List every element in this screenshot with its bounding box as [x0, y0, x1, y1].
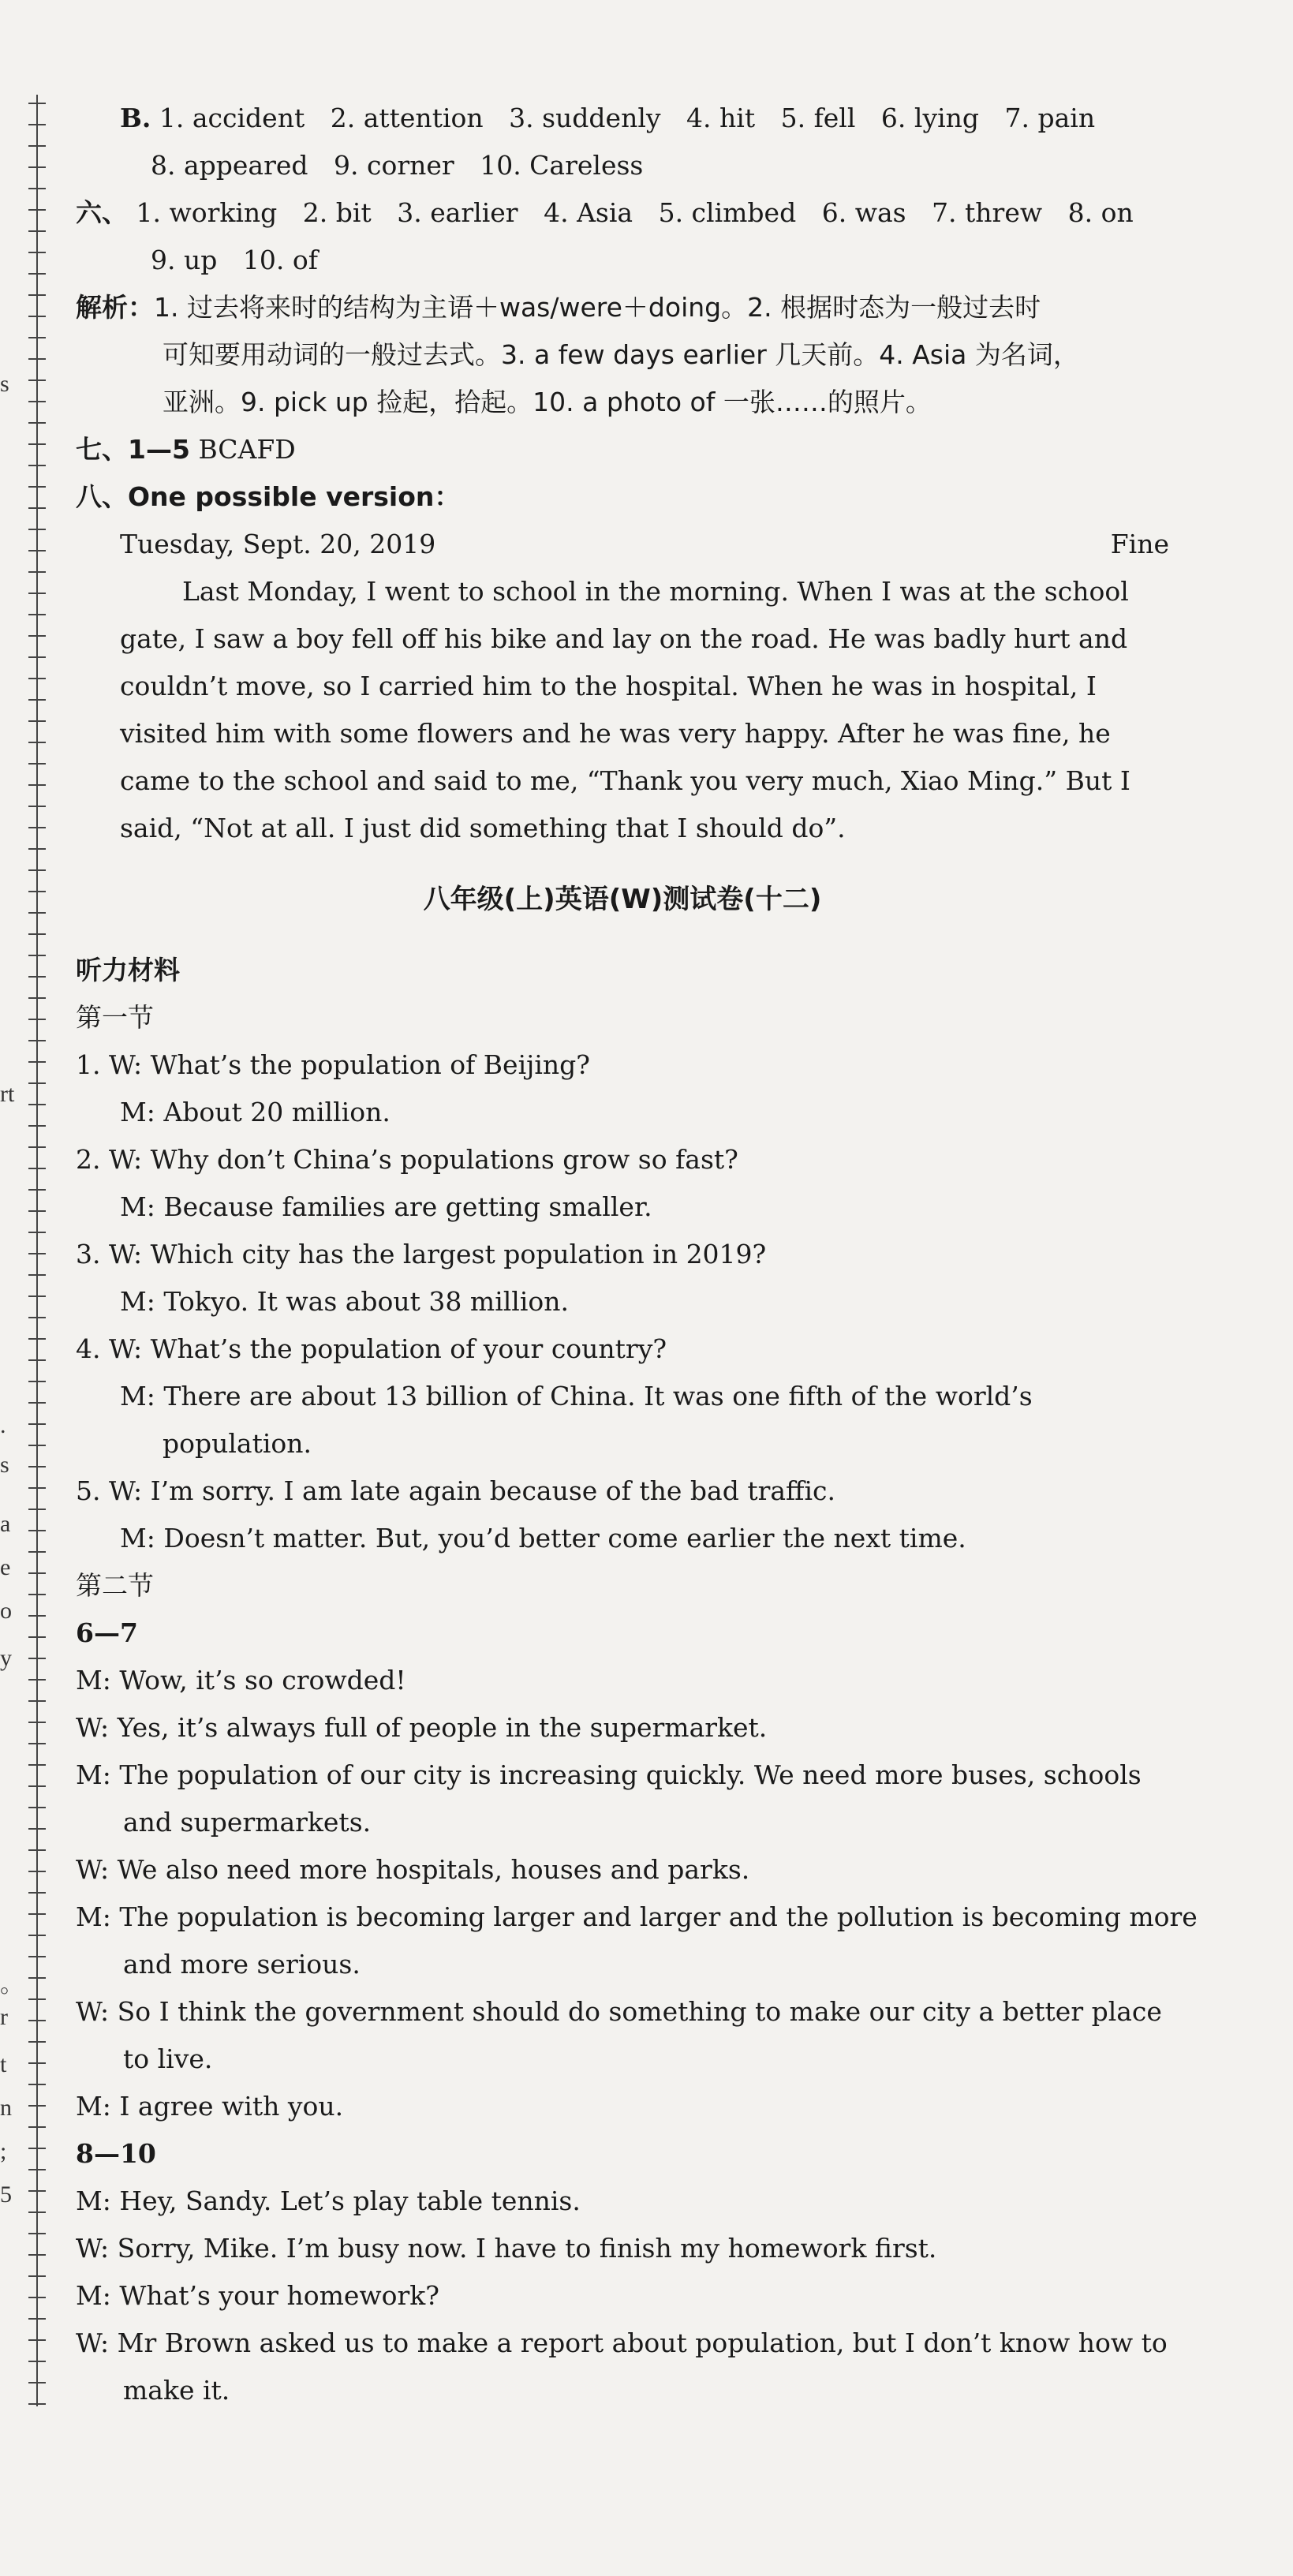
binding-tick	[28, 827, 46, 828]
binding-tick	[28, 2211, 46, 2213]
answer-item: 5. fell	[780, 103, 856, 133]
binding-tick	[28, 1977, 46, 1979]
binding-tick	[28, 1168, 46, 1169]
binding-tick	[28, 933, 46, 935]
dialogue-line: 4. W: What’s the population of your country?	[76, 1333, 667, 1364]
binding-tick	[28, 145, 46, 147]
binding-tick	[28, 635, 46, 637]
binding-line	[24, 95, 50, 2406]
binding-tick	[28, 2233, 46, 2234]
essay-line: visited him with some flowers and he was very happy. After he was fine, he	[120, 718, 1111, 749]
analysis-line-1	[76, 284, 1169, 331]
section-7-line	[76, 426, 1169, 473]
margin-letter: .	[0, 1412, 6, 1438]
dialogue-2-label: 8—10	[76, 2138, 156, 2169]
section-7-answer: BCAFD	[198, 434, 296, 465]
binding-tick	[28, 1487, 46, 1489]
binding-tick	[28, 1700, 46, 1702]
binding-tick	[28, 678, 46, 679]
binding-tick	[28, 1956, 46, 1957]
section-b-line-1	[76, 95, 1169, 142]
binding-vertical-line	[36, 95, 38, 2406]
dialogue-line: population.	[163, 1428, 312, 1459]
binding-tick	[28, 2339, 46, 2341]
binding-tick	[28, 316, 46, 317]
binding-tick	[28, 2318, 46, 2320]
binding-tick	[28, 2020, 46, 2021]
answer-item: 2. attention	[330, 103, 484, 133]
section-6-line-2	[76, 237, 1169, 284]
binding-tick	[28, 742, 46, 743]
binding-tick	[28, 2275, 46, 2277]
test-title: 八年级(上)英语(W)测试卷(十二)	[423, 884, 822, 915]
binding-tick	[28, 1913, 46, 1915]
binding-tick	[28, 1210, 46, 1212]
binding-tick	[28, 188, 46, 189]
binding-tick	[28, 1253, 46, 1254]
dialogue-line: make it.	[123, 2375, 230, 2406]
dialogue-line: M: About 20 million.	[120, 1097, 391, 1127]
binding-tick	[28, 1828, 46, 1830]
binding-tick	[28, 1722, 46, 1723]
dialogue-1-label: 6—7	[76, 1617, 138, 1648]
binding-tick	[28, 124, 46, 125]
binding-tick	[28, 806, 46, 807]
binding-tick	[28, 2254, 46, 2256]
binding-tick	[28, 550, 46, 551]
binding-tick	[28, 976, 46, 978]
dialogue-line: M: What’s your homework?	[76, 2280, 439, 2311]
binding-tick	[28, 1892, 46, 1894]
binding-tick	[28, 2126, 46, 2128]
answer-item: 6. lying	[880, 103, 980, 133]
margin-letter: r	[0, 2004, 8, 2030]
answer-item: 10. of	[242, 245, 318, 275]
binding-tick	[28, 997, 46, 999]
binding-tick	[28, 1125, 46, 1127]
dialogue-line: 2. W: Why don’t China’s populations grow so fast?	[76, 1144, 738, 1175]
answer-item: 5. climbed	[658, 197, 797, 228]
binding-tick	[28, 656, 46, 658]
answer-content	[76, 95, 1198, 2414]
binding-tick	[28, 763, 46, 765]
binding-tick	[28, 2148, 46, 2149]
essay-line: gate, I saw a boy fell off his bike and lay on the road. He was badly hurt and	[120, 623, 1128, 654]
binding-tick	[28, 1402, 46, 1404]
binding-tick	[28, 294, 46, 296]
binding-tick	[28, 1594, 46, 1595]
section-8-label: 八、One possible version：	[76, 481, 461, 512]
binding-tick	[28, 1551, 46, 1553]
binding-tick	[28, 593, 46, 594]
binding-tick	[28, 1743, 46, 1744]
section-b-line-2	[76, 142, 1169, 189]
answer-item: 6. was	[821, 197, 906, 228]
binding-tick	[28, 848, 46, 850]
binding-tick	[28, 1658, 46, 1659]
binding-tick	[28, 1019, 46, 1020]
binding-tick	[28, 166, 46, 168]
binding-tick	[28, 1381, 46, 1382]
binding-tick	[28, 1189, 46, 1191]
binding-tick	[28, 422, 46, 424]
part-1-heading: 第一节	[76, 1002, 154, 1033]
analysis-line-3	[76, 379, 1169, 426]
binding-tick	[28, 1232, 46, 1233]
binding-tick	[28, 358, 46, 360]
binding-tick	[28, 1359, 46, 1361]
dialogue-line: 1. W: What’s the population of Beijing?	[76, 1049, 590, 1080]
binding-tick	[28, 209, 46, 211]
dialogue-line: W: Yes, it’s always full of people in the supermarket.	[76, 1712, 768, 1743]
binding-tick	[28, 252, 46, 253]
dialogue-line: and more serious.	[123, 1949, 361, 1980]
binding-tick	[28, 103, 46, 104]
binding-tick	[28, 529, 46, 530]
binding-tick	[28, 1423, 46, 1425]
dialogue-line: M: Because families are getting smaller.	[120, 1191, 652, 1222]
binding-tick	[28, 1871, 46, 1872]
binding-tick	[28, 1274, 46, 1276]
answer-item: 10. Careless	[480, 150, 644, 181]
essay-line: said, “Not at all. I just did something that I should do”.	[120, 813, 846, 843]
binding-tick	[28, 2084, 46, 2085]
dialogue-line: 3. W: Which city has the largest population in 2019?	[76, 1239, 767, 1269]
binding-tick	[28, 720, 46, 722]
answer-item: 7. pain	[1004, 103, 1096, 133]
answer-item: 3. suddenly	[509, 103, 661, 133]
answer-item: 1. accident	[159, 103, 305, 133]
essay-date-line	[76, 521, 1169, 568]
binding-tick	[28, 379, 46, 381]
binding-tick	[28, 1849, 46, 1851]
binding-tick	[28, 337, 46, 338]
binding-tick	[28, 1082, 46, 1084]
answer-item: 7. threw	[932, 197, 1043, 228]
binding-tick	[28, 869, 46, 871]
binding-tick	[28, 1530, 46, 1531]
essay-line: came to the school and said to me, “Thank you very much, Xiao Ming.” But I	[120, 765, 1130, 796]
dialogue-line: W: So I think the government should do something to make our city a better place	[76, 1996, 1162, 2027]
binding-tick	[28, 443, 46, 445]
answer-item: 2. bit	[302, 197, 372, 228]
answer-item: 9. corner	[334, 150, 454, 181]
margin-letter: 5	[0, 2182, 12, 2208]
binding-tick	[28, 2382, 46, 2383]
margin-letter: rt	[0, 1081, 15, 1107]
binding-tick	[28, 1785, 46, 1787]
binding-tick	[28, 891, 46, 892]
dialogue-line: M: Hey, Sandy. Let’s play table tennis.	[76, 2185, 581, 2216]
analysis-text: 可知要用动词的一般过去式。3. a few days earlier 几天前。4. Asia 为名词，	[163, 339, 1079, 370]
dialogue-2	[76, 2178, 1169, 2414]
margin-letter: y	[0, 1645, 12, 1671]
dialogue-line: M: There are about 13 billion of China. It was one fifth of the world’s	[120, 1381, 1033, 1411]
answer-item: 9. up	[151, 245, 218, 275]
answer-item: 4. Asia	[544, 197, 633, 228]
binding-tick	[28, 912, 46, 914]
binding-tick	[28, 1317, 46, 1318]
margin-letter: s	[0, 371, 9, 397]
section-6-label: 六、	[76, 197, 128, 228]
dialogue-line: M: I agree with you.	[76, 2091, 344, 2122]
section-7-label: 七、1—5	[76, 434, 190, 465]
dialogue-line: W: We also need more hospitals, houses and parks.	[76, 1854, 750, 1885]
section-b-label: B.	[120, 103, 151, 133]
binding-tick	[28, 1572, 46, 1574]
answer-item: 4. hit	[686, 103, 756, 133]
binding-tick	[28, 699, 46, 701]
essay-line: Last Monday, I went to school in the morning. When I was at the school	[182, 576, 1129, 607]
section-6-line-1	[76, 189, 1169, 237]
binding-tick	[28, 1509, 46, 1510]
binding-tick	[28, 2169, 46, 2170]
binding-tick	[28, 1295, 46, 1297]
binding-tick	[28, 1061, 46, 1063]
answer-item: 3. earlier	[397, 197, 518, 228]
binding-tick	[28, 1146, 46, 1148]
section-8-heading	[76, 473, 1169, 521]
binding-tick	[28, 1998, 46, 2000]
binding-tick	[28, 1445, 46, 1446]
essay-weather: Fine	[1110, 529, 1169, 559]
answer-item: 8. appeared	[151, 150, 308, 181]
analysis-line-2	[76, 331, 1169, 379]
binding-tick	[28, 1679, 46, 1681]
binding-tick	[28, 955, 46, 956]
margin-letter: s	[0, 1452, 9, 1478]
binding-tick	[28, 1615, 46, 1617]
margin-letter: a	[0, 1511, 11, 1537]
dialogue-line: W: Sorry, Mike. I’m busy now. I have to finish my homework first.	[76, 2233, 937, 2264]
essay-line: couldn’t move, so I carried him to the hospital. When he was in hospital, I	[120, 671, 1097, 701]
margin-letter: n	[0, 2095, 12, 2121]
binding-tick	[28, 507, 46, 509]
binding-tick	[28, 1104, 46, 1105]
binding-tick	[28, 1807, 46, 1808]
binding-tick	[28, 1040, 46, 1041]
dialogue-1	[76, 1657, 1198, 2130]
margin-letter: t	[0, 2051, 7, 2077]
binding-tick	[28, 486, 46, 488]
binding-tick	[28, 1935, 46, 1936]
margin-letter: 。	[0, 1972, 24, 1998]
answer-item: 1. working	[136, 197, 278, 228]
listening-heading: 听力材料	[76, 955, 180, 985]
dialogue-line: and supermarkets.	[123, 1807, 372, 1838]
dialogue-line: M: Tokyo. It was about 38 million.	[120, 1286, 570, 1317]
binding-tick	[28, 465, 46, 466]
binding-tick	[28, 273, 46, 275]
analysis-text: 1. 过去将来时的结构为主语＋was/were＋doing。2. 根据时态为一般过去时	[154, 292, 1041, 323]
answer-item: 8. on	[1067, 197, 1134, 228]
binding-tick	[28, 2403, 46, 2405]
dialogue-line: M: The population is becoming larger and larger and the pollution is becoming more	[76, 1901, 1198, 1932]
binding-tick	[28, 2041, 46, 2043]
part-2-heading: 第二节	[76, 1570, 154, 1601]
margin-letter: e	[0, 1554, 11, 1580]
binding-tick	[28, 614, 46, 615]
binding-tick	[28, 2062, 46, 2064]
binding-tick	[28, 230, 46, 232]
binding-tick	[28, 1338, 46, 1340]
dialogue-line: to live.	[123, 2043, 213, 2074]
binding-tick	[28, 1636, 46, 1638]
dialogue-line: M: Wow, it’s so crowded!	[76, 1665, 406, 1696]
binding-tick	[28, 1764, 46, 1766]
binding-tick	[28, 1466, 46, 1467]
margin-letter: ;	[0, 2138, 7, 2164]
analysis-text: 亚洲。9. pick up 捡起，拾起。10. a photo of 一张……的照片。	[163, 387, 932, 417]
margin-letter: o	[0, 1598, 12, 1624]
analysis-label: 解析：	[76, 292, 154, 323]
dialogue-line: W: Mr Brown asked us to make a report about population, but I don’t know how to	[76, 2327, 1168, 2358]
dialogue-line: M: The population of our city is increasing quickly. We need more buses, schools	[76, 1759, 1142, 1790]
binding-tick	[28, 571, 46, 573]
binding-tick	[28, 2105, 46, 2107]
dialogue-line: 5. W: I’m sorry. I am late again because of the bad traffic.	[76, 1475, 836, 1506]
binding-tick	[28, 2190, 46, 2192]
binding-tick	[28, 401, 46, 402]
binding-tick	[28, 2297, 46, 2298]
binding-tick	[28, 784, 46, 786]
dialogue-line: M: Doesn’t matter. But, you’d better come earlier the next time.	[120, 1523, 966, 1553]
binding-tick	[28, 2361, 46, 2362]
essay-date: Tuesday, Sept. 20, 2019	[120, 529, 436, 559]
